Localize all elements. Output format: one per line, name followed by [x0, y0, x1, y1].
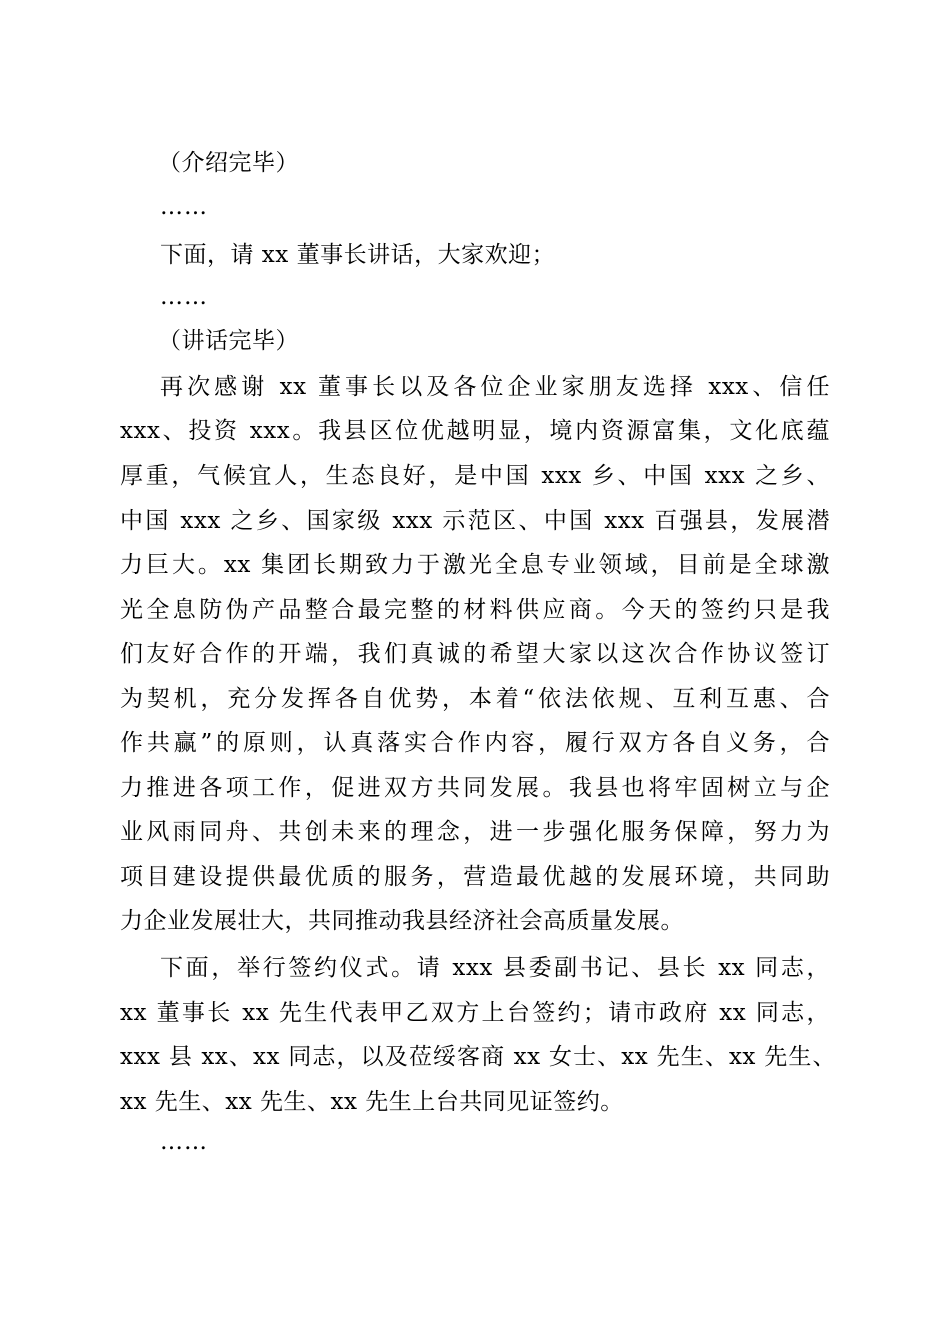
intro-done-note: （介绍完毕）: [158, 150, 299, 176]
chairman-speech-invite: 下面，请 xx 董事长讲话，大家欢迎；: [160, 242, 556, 268]
signing-paragraph-line: xx 董事长 xx 先生代表甲乙双方上台签约；请市政府 xx 同志，: [120, 1000, 830, 1026]
thanks-paragraph-line: 力推进各项工作，促进双方共同发展。我县也将牢固树立与企: [120, 775, 830, 801]
thanks-paragraph-line: 再次感谢 xx 董事长以及各位企业家朋友选择 xxx、信任: [160, 374, 830, 400]
thanks-paragraph-line: 中国 xxx 之乡、国家级 xxx 示范区、中国 xxx 百强县，发展潜: [120, 508, 830, 534]
ellipsis: ……: [160, 1129, 208, 1155]
thanks-paragraph-line: 作共赢”的原则，认真落实合作内容，履行双方各自义务，合: [120, 730, 830, 756]
thanks-paragraph-line: 业风雨同舟、共创未来的理念，进一步强化服务保障，努力为: [120, 819, 830, 845]
signing-paragraph-line: xx 先生、xx 先生、xx 先生上台共同见证签约。: [120, 1089, 624, 1115]
thanks-paragraph-line: 项目建设提供最优质的服务，营造最优越的发展环境，共同助: [120, 864, 830, 890]
ellipsis: ……: [160, 194, 208, 220]
signing-paragraph-line: 下面，举行签约仪式。请 xxx 县委副书记、县长 xx 同志，: [160, 955, 830, 981]
thanks-paragraph-line: 力巨大。xx 集团长期致力于激光全息专业领域，目前是全球激: [120, 552, 830, 578]
thanks-paragraph-line: 为契机，充分发挥各自优势，本着“依法依规、互利互惠、合: [120, 686, 830, 712]
thanks-paragraph-line: 厚重，气候宜人，生态良好，是中国 xxx 乡、中国 xxx 之乡、: [120, 463, 830, 489]
thanks-paragraph-line: 们友好合作的开端，我们真诚的希望大家以这次合作协议签订: [120, 641, 830, 667]
thanks-paragraph-line: 光全息防伪产品整合最完整的材料供应商。今天的签约只是我: [120, 597, 830, 623]
ellipsis: ……: [160, 284, 208, 310]
thanks-paragraph-line: 力企业发展壮大，共同推动我县经济社会高质量发展。: [120, 908, 684, 934]
thanks-paragraph-line: xxx、投资 xxx。我县区位优越明显，境内资源富集，文化底蕴: [120, 418, 830, 444]
signing-paragraph-line: xxx 县 xx、xx 同志，以及莅绥客商 xx 女士、xx 先生、xx 先生、: [120, 1044, 836, 1070]
speech-done-note: （讲话完毕）: [158, 328, 299, 354]
